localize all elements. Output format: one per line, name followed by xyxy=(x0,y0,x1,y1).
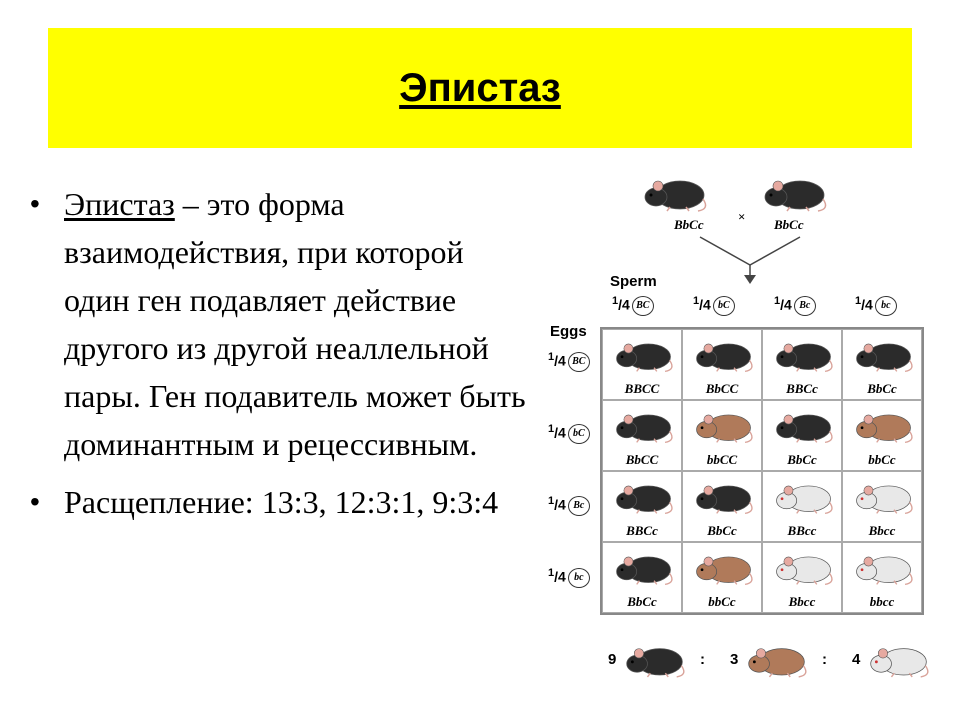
punnett-cell xyxy=(762,471,842,542)
fraction-denominator: /4 xyxy=(699,296,711,313)
punnett-cell xyxy=(682,471,762,542)
fraction-numerator: 1 xyxy=(612,295,619,307)
punnett-cell xyxy=(602,400,682,471)
gamete-circle: Bc xyxy=(568,496,590,516)
ratio-count-white: 4 xyxy=(852,651,861,668)
mouse-black xyxy=(772,403,836,447)
cell-genotype: bbCc xyxy=(708,594,736,609)
title-bar xyxy=(48,28,912,148)
parent-mouse-left xyxy=(640,169,710,215)
mouse-black xyxy=(852,332,916,376)
ratio-count-brown: 3 xyxy=(730,651,739,668)
ratio-count-black: 9 xyxy=(608,651,617,668)
ratio-mouse-white xyxy=(866,637,932,681)
punnett-cell xyxy=(762,329,842,400)
definition-text: – это форма взаимодействия, при которой один ген подавляет действие другого из другой неаллельной пары. Ген подавитель может быть доминантным и рецессивным. xyxy=(64,186,526,462)
mouse-black xyxy=(772,332,836,376)
mouse-white xyxy=(772,474,836,518)
punnett-cell xyxy=(762,400,842,471)
parent-genotype-right: BbCc xyxy=(774,217,804,232)
fraction-numerator: 1 xyxy=(548,495,555,507)
cell-genotype: BBCC xyxy=(624,381,660,396)
punnett-cell xyxy=(602,542,682,613)
gamete-circle: bC xyxy=(568,424,590,444)
sperm-gamete-bc xyxy=(855,295,897,316)
cell-genotype: bbCc xyxy=(868,452,896,467)
fraction-denominator: /4 xyxy=(861,296,873,313)
mouse-black xyxy=(612,474,676,518)
eggs-label: Eggs xyxy=(550,323,587,340)
cell-genotype: BBcc xyxy=(787,523,817,538)
gamete-circle: BC xyxy=(632,296,654,316)
mouse-white xyxy=(772,545,836,589)
mouse-brown xyxy=(692,403,756,447)
gamete-circle: bc xyxy=(875,296,897,316)
egg-gamete-bc xyxy=(548,567,590,588)
punnett-grid xyxy=(600,327,924,615)
cell-genotype: BBCc xyxy=(626,523,658,538)
term-epistasis: Эпистаз xyxy=(64,186,175,222)
punnett-cell xyxy=(842,542,922,613)
mouse-white xyxy=(852,545,916,589)
fraction-denominator: /4 xyxy=(618,296,630,313)
mouse-black xyxy=(612,545,676,589)
punnett-cell xyxy=(762,542,842,613)
punnett-cell xyxy=(682,329,762,400)
punnett-cell xyxy=(602,471,682,542)
cell-genotype: Bbcc xyxy=(868,523,896,538)
cell-genotype: bbcc xyxy=(869,594,895,609)
ratio-separator: : xyxy=(700,651,705,668)
punnett-cell xyxy=(602,329,682,400)
parent-genotype-left: BbCc xyxy=(674,217,704,232)
cell-genotype: Bbcc xyxy=(788,594,816,609)
cell-genotype: BbCc xyxy=(787,452,817,467)
punnett-cell xyxy=(842,329,922,400)
cell-genotype: BBCc xyxy=(786,381,818,396)
fraction-numerator: 1 xyxy=(548,567,555,579)
ratio-mouse-black xyxy=(622,637,688,681)
segregation-text: Расщепление: 13:3, 12:3:1, 9:3:4 xyxy=(64,484,499,520)
fraction-numerator: 1 xyxy=(548,351,555,363)
mouse-white xyxy=(852,474,916,518)
gamete-circle: BC xyxy=(568,352,590,372)
bullet-icon: • xyxy=(30,486,40,517)
punnett-cell xyxy=(842,400,922,471)
cell-genotype: bbCC xyxy=(706,452,738,467)
ratio-mouse-brown xyxy=(744,637,810,681)
fraction-numerator: 1 xyxy=(548,423,555,435)
egg-gamete-bC xyxy=(548,423,590,444)
fraction-numerator: 1 xyxy=(774,295,781,307)
punnett-figure xyxy=(540,165,940,695)
punnett-cell xyxy=(682,400,762,471)
bullet-icon: • xyxy=(30,188,40,219)
cell-genotype: BbCc xyxy=(707,523,737,538)
mouse-brown xyxy=(852,403,916,447)
ratio-separator: : xyxy=(822,651,827,668)
fraction-denominator: /4 xyxy=(554,568,566,585)
bullet-definition xyxy=(30,180,530,468)
mouse-black xyxy=(612,403,676,447)
sperm-gamete-Bc xyxy=(774,295,816,316)
sperm-gamete-BC xyxy=(612,295,654,316)
bullet-segregation xyxy=(30,478,530,526)
mouse-black xyxy=(692,474,756,518)
punnett-cell xyxy=(682,542,762,613)
cross-symbol: × xyxy=(738,209,746,224)
mouse-brown xyxy=(692,545,756,589)
sperm-label: Sperm xyxy=(610,273,657,290)
cell-genotype: BbCC xyxy=(625,452,659,467)
fraction-denominator: /4 xyxy=(554,352,566,369)
fraction-numerator: 1 xyxy=(693,295,700,307)
egg-gamete-Bc xyxy=(548,495,590,516)
fraction-denominator: /4 xyxy=(554,424,566,441)
fraction-denominator: /4 xyxy=(780,296,792,313)
mouse-black xyxy=(612,332,676,376)
gamete-circle: bC xyxy=(713,296,735,316)
fraction-numerator: 1 xyxy=(855,295,862,307)
slide-title: Эпистаз xyxy=(399,65,561,110)
fraction-denominator: /4 xyxy=(554,496,566,513)
cross-arrow xyxy=(690,235,810,285)
gamete-circle: bc xyxy=(568,568,590,588)
punnett-cell xyxy=(842,471,922,542)
mouse-black xyxy=(692,332,756,376)
sperm-gamete-bC xyxy=(693,295,735,316)
cell-genotype: BbCc xyxy=(867,381,897,396)
gamete-circle: Bc xyxy=(794,296,816,316)
egg-gamete-BC xyxy=(548,351,590,372)
cell-genotype: BbCc xyxy=(627,594,657,609)
bullet-list xyxy=(30,180,530,536)
cell-genotype: BbCC xyxy=(705,381,739,396)
parent-mouse-right xyxy=(760,169,830,215)
